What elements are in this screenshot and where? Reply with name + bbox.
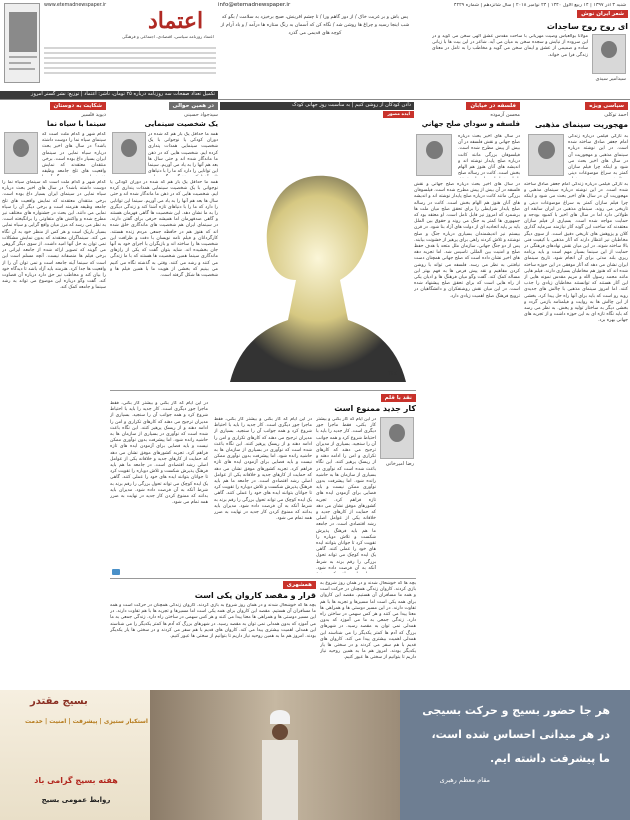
- section-label: در همین حوالی: [169, 102, 218, 110]
- headline: قرار و مقصد کاروان یکی است: [194, 591, 316, 600]
- headline: مهجوریت سینمای مذهبی: [534, 120, 628, 129]
- illustration-block: [220, 102, 414, 386]
- silhouette-svg: [228, 120, 408, 382]
- masthead: [0, 0, 630, 100]
- section-label: فلسفه در خیابان: [466, 102, 520, 110]
- front-page-thumbnail[interactable]: [4, 3, 40, 83]
- article-body: در این ایام که کار بکنی و بیشتر کار بکنی، فقط ماجرا جور دیگری است. کار جدید را باید با احتیاط شروع کرد و همه جوانب آن را سنجید. بسیاری از مدیران ترجیح می دهند که کارهای تکراری و امن را ادامه دهند و از ریسک پرهیز کنند. این نگاه باعث شده است که نوآوری در بسیاری از سازمان ها به حاشیه رانده شود. اما پیشرفت بدون نوآوری ممکن نیست و باید فضایی برای آزمودن ایده های تازه فراهم کرد. تجربه کشورهای موفق نشان می دهد که حمایت از کارهای جدید و خلاقانه یکی از عوامل اصلی رشد اقتصادی است. در جامعه ما هم باید فرهنگ پذیرش شکست و تلاش دوباره را تقویت کرد تا جوانان بتوانند ایده های خود را عملی کنند. گاهی یک ایده کوچک می تواند تحول بزرگی را رقم بزند به شرط آنکه به آن فرصت داده شود.: [316, 417, 376, 571]
- child-silhouette-illustration: [228, 120, 408, 382]
- article-religious-cinema: [524, 102, 628, 570]
- section-label: شعر ایران نوش: [577, 10, 628, 18]
- article-philosophy-peace: [414, 102, 520, 570]
- article-body: به تازگی فیلمی درباره زندگی امام جعفر صادق ساخته شده است. در این نوشته درباره سینمای مذهبی و مهجوریت آن در سال های اخیر بحث می شود و اینکه چرا فیلم سازان کمتر به سراغ موضوعات دینی: [568, 134, 628, 177]
- author-name: دیوید فلسیر: [81, 112, 106, 118]
- article-cinema-character: [110, 102, 218, 386]
- ad-left-title: بسیج مقتدر: [30, 696, 88, 707]
- section-label: سیاسی ویژه: [585, 102, 628, 110]
- section-label: ایده مصور: [383, 111, 414, 118]
- section-label: همشهری: [283, 581, 316, 589]
- article-body-continued: به تازگی فیلمی درباره زندگی امام جعفر صادق ساخته شده است. در این نوشته درباره سینمای مذهبی و مهجوریت آن در سال های اخیر بحث می شود و اینکه چرا فیلم سازان کمتر به سراغ موضوعات دینی و تاریخی می روند. سینمای مذهبی در ایران سابقه ای طولانی دارد اما در سال های اخیر با کمبود بودجه و حمایت مواجه شده است. بسیاری از فیلم سازان معتقدند که ساخت این گونه آثار نیازمند سرمایه گذاری کلان و پژوهش های تاریخی دقیق است. از سوی دیگر مخاطبان نیز انتظار دارند که آثار مذهبی با کیفیت فنی بالا ساخته شوند. در این میان نقش نهادهای فرهنگی در حمایت از این سینما بسیار مهم است و باید برنامه ریزی بلند مدتی برای آن انجام شود. تاریخ سینمای ایران نشان می دهد که آثار موفقی در این حوزه ساخته شده اند که هنوز هم مخاطبان بسیاری دارند. فیلم هایی مانند محمد رسول الله و مریم مقدس نمونه هایی از این آثار هستند که توانستند مخاطبان زیادی را جذب کنند. اما امروز سینمای مذهبی با چالش های جدیدی روبه رو است که باید برای آنها راه حل پیدا کرد. بخشی از این چالش ها به روایت و فیلمنامه بازمی گردد و بخشی دیگر به ساختار تولید و پخش. به نظر می رسد که باید نگاه تازه ای به این حوزه داشت و از تجربه های جهانی بهره برد.: [524, 182, 628, 324]
- headline: یک شخصیت سینمایی: [144, 120, 218, 128]
- author-photo: [4, 132, 38, 174]
- article-body: بچه ها که خوشحال شدند و در همان روز شروع به بازی کردند. کاروان زندگی همچنان در حرکت است و همه ما مسافران آن هستیم. مقصد این کاروان برای همه یکی است اما مسیرها و تجربه ها با هم تفاوت دارند. در این مسیر دوستی ها و همراهی ها معنا پیدا می کنند و هر کس سهمی در ساختن راه دارد. زندگی جمعی به ما می آموزد که بدون همدلی نمی توان به مقصد رسید. در شهرهای بزرگ که آدم ها کمتر یکدیگر را می شناسند این همدلی اهمیت بیشتری پیدا می کند. کاروان های قدیم با هم سفر می کردند و در سختی ها یار یکدیگر بودند. امروز هم ما به همین روحیه نیاز داریم تا بتوانیم از سختی ها عبور کنیم.: [110, 603, 316, 640]
- author-photo: [380, 417, 414, 459]
- masthead-bottom-bar: تکمیل تعداد صفحات سه روزنامه درباره ۲۵ تومان، ناشر: اعتماد | توزیع: نشر گستر امروز: [0, 91, 218, 99]
- author-photo: [416, 134, 452, 176]
- headline: ای روح روح ساجدات: [546, 22, 628, 31]
- article-body: کدام شهر و کدام ملت است که سینمای سیاه نما را دوست داشته باشد؟ در سال های اخیر بحث درباره سیاه نمایی در سینمای ایران بسیار داغ بوده است. برخی منتقدان معتقدند که نمایش واقعیت های تلخ جامعه وظیفه: [42, 132, 106, 175]
- author-name: احمد توکلی: [604, 112, 628, 118]
- author-photo: [528, 134, 564, 176]
- masthead-website[interactable]: www.etemadnewspaper.ir: [44, 3, 107, 8]
- top-poem: پس باش و بر غربت خاک / از دور گاهم ورا / تا چشم آفرینش، صبح برخیزد به سلامت / بگو که شب اینجا رسید و چراغ ها روشن شد / نگاه کن که آسمان به رنگ ستاره ها درآمد / و باد آرام از کوچه های قدیمی می گذرد: [220, 15, 410, 36]
- article-body-continued: همه ما حداقل یک بار هم که شده در دوران کودکی یا نوجوانی با یک شخصیت سینمایی همذات پنداری کرده ایم. شخصیت هایی که در ذهن ما ماندگار شده اند و حتی سال ها بعد هم آنها را به یاد می آوریم. سینما این توانایی را دارد که ما را با دنیاهای تازه آشنا کند و زندگی دیگری را به ما نشان دهد. این شخصیت ها گاهی قهرمان هستند و گاهی ضدقهرمان اما همیشه حرفی برای گفتن دارند. در سینمای ایران هم شخصیت های ماندگاری خلق شده اند که هنوز هم در حافظه جمعی مردم زنده هستند. کارگردانان و فیلم نامه نویسان با دقت و ظرافت این شخصیت ها را ساخته اند و بازیگران با اجرای خود به آنها جان بخشیده اند. شاید بتوان گفت که یکی از رازهای ماندگاری سینما همین شخصیت ها هستند که با ما زندگی می کنند و رشد می کنند. وقتی به گذشته نگاه می کنیم می بینیم که بخشی از هویت ما با همین فیلم ها و شخصیت ها شکل گرفته است.: [110, 180, 218, 279]
- author-photo: [592, 34, 626, 74]
- photo-caption-bar: دادن کودکان از روشن کنیم | به مناسبت روز جهانی کودک: [220, 102, 414, 110]
- headline: فلسفه و سوداي صلح جهاني: [421, 120, 520, 128]
- headline: کار جدید ممنوع است: [334, 404, 416, 413]
- ad-title: هر جا حضور بسیج و حرکت بسیجی: [422, 704, 610, 717]
- ad-attribution: مقام معظم رهبری: [439, 776, 490, 784]
- photo-credit: TEK: [388, 372, 397, 377]
- article-body: مولانا بوالعباس وصیت مهربانی با ساحت مقدس عشق الهی سخن می گوید و در این سروده از نیایش و سجده سخن به میان می آید. شاعر در این بیت ها با زبانی ساده و صمیمی از عشق و ایمان سخن می گوید و مخاطب را به تامل در معنای زندگی فرا می خواند.: [432, 34, 588, 58]
- ad-left-footer: روابط عمومی بسیج: [41, 796, 111, 804]
- ad-line-3: ما پیشرفت داشته ایم.: [489, 752, 610, 765]
- article-caravan: [110, 578, 416, 688]
- article-cinema-darkness: [2, 102, 106, 570]
- poem-column: [430, 10, 628, 94]
- worker-figure: [250, 710, 310, 820]
- section-label: شکایت به دوستان: [50, 102, 106, 110]
- article-body-continued: کدام شهر و کدام ملت است که سینمای سیاه نما را دوست داشته باشد؟ در سال های اخیر بحث درباره سیاه نمایی در سینمای ایران بسیار داغ بوده است. برخی منتقدان معتقدند که نمایش واقعیت های تلخ جامعه وظیفه هنرمند است و برخی دیگر آن را سیاه نمایی می دانند. این بحث در جشنواره های مختلف نیز مطرح شده و واکنش های متفاوتی را برانگیخته است. به نظر می رسد که مرز میان واقع گرایی و سیاه نمایی بسیار باریک است و هر کس از منظر خود به آن نگاه می کند. سینماگران معتقدند که بدون نمایش مشکلات نمی توان به حل آنها امید داشت. از سوی دیگر گروهی می گویند که تصویر ارائه شده از جامعه ایرانی در برخی فیلم ها منصفانه نیست. آنچه مسلم است این است که سینما آینه جامعه است و نمی توان آن را از واقعیت ها جدا کرد. هنرمند باید آزاد باشد تا دیدگاه خود را بیان کند و مخاطب نیز حق دارد درباره آن قضاوت کند. گفت وگو درباره این موضوع می تواند به رشد سینما و جامعه کمک کند.: [2, 180, 106, 291]
- newspaper-logo: اعتماد: [148, 8, 204, 34]
- article-body-continued: در این ایام که کار بکنی و بیشتر کار بکنی، فقط ماجرا جور دیگری است. کار جدید را باید با احتیاط شروع کرد و همه جوانب آن را سنجید. بسیاری از مدیران ترجیح می دهند که کارهای تکراری و امن را ادامه دهند و از ریسک پرهیز کنند. این نگاه باعث شده است که نوآوری در بسیاری از سازمان ها به حاشیه رانده شود. اما پیشرفت بدون نوآوری ممکن نیست و باید فضایی برای آزمودن ایده های تازه فراهم کرد. تجربه کشورهای موفق نشان می دهد که حمایت از کارهای جدید و خلاقانه یکی از عوامل اصلی رشد اقتصادی است. در جامعه ما هم باید فرهنگ پذیرش شکست و تلاش دوباره را تقویت کرد تا جوانان بتوانند ایده های خود را عملی کنند. گاهی یک ایده کوچک می تواند تحول بزرگی را رقم بزند به شرط آنکه به آن فرصت داده شود. مدیران باید بدانند که ممنوع کردن کار جدید در نهایت به ضرر همه تمام می شود.: [214, 417, 312, 522]
- author-name: رضا امیرخانی: [385, 461, 414, 467]
- section-label: نقد با قلم: [381, 394, 416, 402]
- author-name: سیدجواد حسینی: [184, 112, 218, 118]
- article-body: در سال های اخیر بحث درباره صلح جهانی و نقش فلسفه در آن بیش از پیش مطرح شده است. فیلسوفان بزرگی مانند کانت درباره صلح پایدار نوشته اند و اندیشه های آنان هنوز هم الهام بخش است. کانت در رساله صلح: [458, 134, 520, 177]
- article-new-work-banned: [110, 390, 416, 576]
- author-photo: [112, 132, 146, 174]
- basij-week-advertisement[interactable]: [0, 690, 630, 820]
- article-body-continued: در سال های اخیر بحث درباره صلح جهانی و نقش فلسفه در آن بیش از پیش مطرح شده است. فیلسوفان بزرگی مانند کانت درباره صلح پایدار نوشته اند و اندیشه های آنان هنوز هم الهام بخش است. کانت در رساله صلح پایدار شرایطی را برای تحقق صلح میان ملت ها برشمرد که امروز نیز قابل تامل است. او معتقد بود که جمهوری ها کمتر به جنگ می روند و حقوق بین الملل باید بر پایه اتحادیه ای از دولت های آزاد بنا شود. در قرن بیستم نیز اندیشمندان بسیاری درباره جنگ و صلح نوشتند و تلاش کردند راهی برای پرهیز از خشونت بیابند. پس از دو جنگ جهانی، سازمان ملل متحد با هدف حفظ صلح و امنیت بین المللی تاسیس شد. اما تجربه دهه های اخیر نشان داده است که صلح جهانی همچنان دست نیافتنی به نظر می رسد. فلسفه می تواند با روشن کردن مفاهیم و نقد پیش فرض ها به فهم بهتر این مساله کمک کند. گفت وگو میان فرهنگ ها و ادیان یکی از راه هایی است که برای تحقق صلح پیشنهاد شده است. در این میان نقش روشنفکران و دانشگاهیان در ترویج فرهنگ صلح اهمیت زیادی دارد.: [414, 182, 520, 299]
- issue-date-line: شنبه ۳ آذر ۱۳۹۷ | ۱۴ ربیع الاول ۱۴۴۰ | ۲۴ نوامبر ۲۰۱۸ | سال شانزدهم | شماره ۴۲۲۹: [453, 3, 626, 8]
- author-name: سیدامیر سیدی: [595, 76, 626, 82]
- masthead-email[interactable]: info@etemadnewspaper.ir: [218, 2, 291, 8]
- social-share-icon[interactable]: [112, 569, 120, 575]
- masthead-tagline: اعتماد روزنامه سیاسی، اقتصادی، اجتماعی و فرهنگی: [121, 34, 214, 39]
- ad-line-2: در هر میدانی احساس شده است،: [431, 728, 610, 741]
- article-body: همه ما حداقل یک بار هم که شده در دوران کودکی یا نوجوانی با یک شخصیت سینمایی همذات پنداری کرده ایم. شخصیت هایی که در ذهن ما ماندگار شده اند و حتی سال ها بعد هم آنها را به یاد می آوریم. سینما این توانایی را دارد که ما را با دنیاهای: [148, 132, 218, 175]
- ad-left-greeting: هفته بسیج گرامی باد: [34, 776, 118, 785]
- headline: سینما با سیاه نما: [47, 120, 106, 128]
- article-body-continued: در این ایام که کار بکنی و بیشتر کار بکنی، فقط ماجرا جور دیگری است. کار جدید را باید با احتیاط شروع کرد و همه جوانب آن را سنجید. بسیاری از مدیران ترجیح می دهند که کارهای تکراری و امن را ادامه دهند و از ریسک پرهیز کنند. این نگاه باعث شده است که نوآوری در بسیاری از سازمان ها به حاشیه رانده شود. اما پیشرفت بدون نوآوری ممکن نیست و باید فضایی برای آزمودن ایده های تازه فراهم کرد. تجربه کشورهای موفق نشان می دهد که حمایت از کارهای جدید و خلاقانه یکی از عوامل اصلی رشد اقتصادی است. در جامعه ما هم باید فرهنگ پذیرش شکست و تلاش دوباره را تقویت کرد تا جوانان بتوانند ایده های خود را عملی کنند. گاهی یک ایده کوچک می تواند تحول بزرگی را رقم بزند به شرط آنکه به آن فرصت داده شود. مدیران باید بدانند که ممنوع کردن کار جدید در نهایت به ضرر همه تمام می شود.: [110, 401, 208, 506]
- author-name: محسن آزموده: [490, 112, 520, 118]
- article-body-continued: بچه ها که خوشحال شدند و در همان روز شروع به بازی کردند. کاروان زندگی همچنان در حرکت است و همه ما مسافران آن هستیم. مقصد این کاروان برای همه یکی است اما مسیرها و تجربه ها با هم تفاوت دارند. در این مسیر دوستی ها و همراهی ها معنا پیدا می کنند و هر کس سهمی در ساختن راه دارد. زندگی جمعی به ما می آموزد که بدون همدلی نمی توان به مقصد رسید. در شهرهای بزرگ که آدم ها کمتر یکدیگر را می شناسند این همدلی اهمیت بیشتری پیدا می کند. کاروان های قدیم با هم سفر می کردند و در سختی ها یار یکدیگر بودند. امروز هم ما به همین روحیه نیاز داریم تا بتوانیم از سختی ها عبور کنیم.: [320, 581, 416, 661]
- ad-left-words: استکبار ستیزی | پیشرفت | امنیت | خدمت: [25, 718, 148, 725]
